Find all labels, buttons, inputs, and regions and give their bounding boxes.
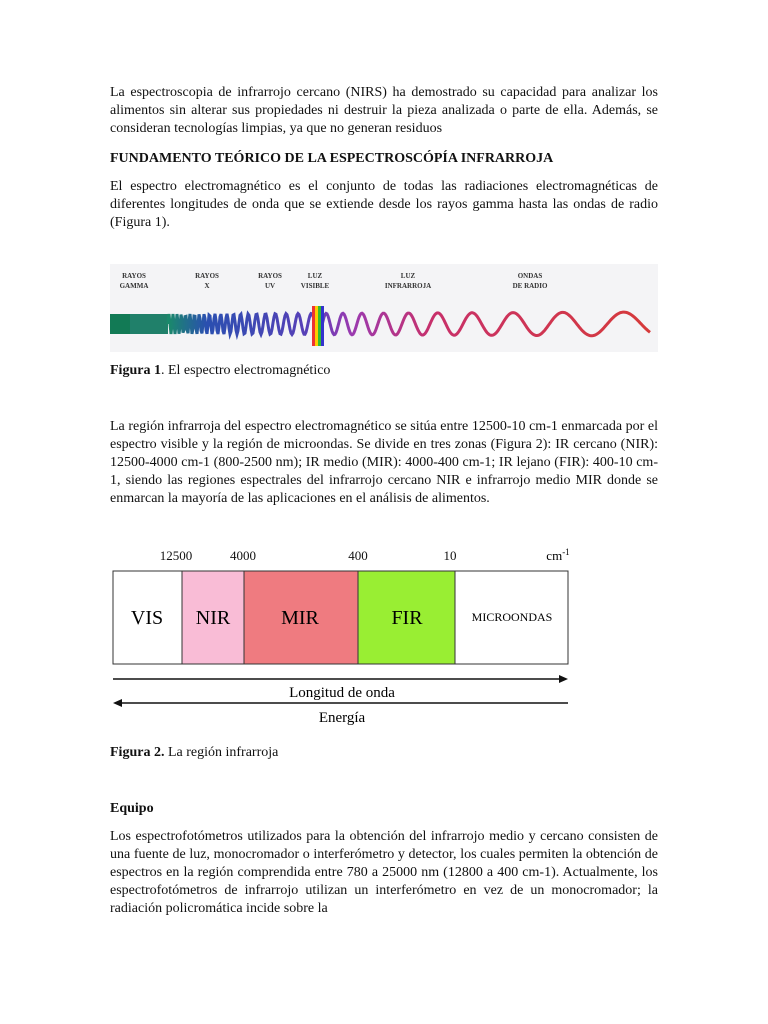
figure-1-caption-text: . El espectro electromagnético — [160, 363, 331, 378]
region-nir-label: NIR — [195, 607, 231, 629]
visible-band-blue — [321, 306, 324, 346]
equipment-paragraph: Los espectrofotómetros utilizados para la obtención del infrarrojo medio y cercano consisten de una fuente de luz, monocromador o interferómetro y detector, los cuales permiten la obtención de espectros en la región comprendida entre 780 a 25000 nm (12800 a 400 cm-1). Actualmente, los espectrofotómetros de infrarrojo utilizan un interferómetro en vez de un monocromador; la radiación policromática incide sobre la — [110, 829, 658, 916]
gamma-band-edge — [110, 314, 130, 334]
unit-base: cm — [546, 548, 563, 563]
label-infrared-line1: LUZ — [400, 272, 416, 280]
region-microondas-label: MICROONDAS — [471, 610, 553, 624]
wavelength-arrow-label: Longitud de onda — [289, 685, 395, 701]
figure-1-spectrum — [110, 264, 658, 352]
label-visible-line1: LUZ — [307, 272, 323, 280]
visible-band-yellow — [315, 306, 318, 346]
label-uv-line1: RAYOS — [258, 272, 282, 280]
intro-paragraph: La espectroscopia de infrarrojo cercano (NIRS) ha demostrado su capacidad para analizar los alimentos sin alterar sus propiedades ni destruir la pieza analizada o parte de ella. Además, se consideran tecnologías limpias, ya que no generan residuos — [110, 85, 658, 136]
section-heading-equipment: Equipo — [110, 801, 154, 816]
tick-4000: 4000 — [230, 548, 256, 563]
unit-superscript: -1 — [562, 547, 570, 557]
figure-1-caption-label: Figura 1 — [110, 363, 161, 378]
label-x-line1: RAYOS — [195, 272, 219, 280]
region-mir-label: MIR — [281, 607, 319, 629]
visible-band-red — [312, 306, 315, 346]
energy-arrow-label: Energía — [318, 710, 366, 726]
tick-400: 400 — [348, 548, 368, 563]
figure-2-infrared-region — [110, 546, 580, 736]
wavelength-arrow-head — [559, 675, 568, 683]
figure-1-caption — [110, 362, 330, 380]
energy-arrow-head — [113, 699, 122, 707]
unit-label — [546, 547, 569, 563]
label-radio-line2: DE RADIO — [512, 282, 548, 290]
tick-10: 10 — [443, 548, 457, 563]
section-heading-theory: FUNDAMENTO TEÓRICO DE LA ESPECTROSCÓPÍA INFRARROJA — [110, 151, 554, 166]
label-radio-line1: ONDAS — [517, 272, 543, 280]
figure-1-background — [110, 264, 658, 352]
region-vis-label: VIS — [130, 607, 164, 629]
label-gamma-line2: GAMMA — [119, 282, 149, 290]
label-visible-line2: VISIBLE — [300, 282, 330, 290]
region-fir-label: FIR — [391, 607, 423, 629]
label-x-line2: X — [204, 282, 210, 290]
spectrum-paragraph: El espectro electromagnético es el conjunto de todas las radiaciones electromagnéticas de diferentes longitudes de onda que se extiende desde los rayos gamma hasta las ondas de radio (Figura 1). — [110, 179, 658, 230]
figure-2-caption-label: Figura 2. — [110, 745, 165, 760]
figure-2-caption-text: La región infrarroja — [164, 745, 279, 760]
infrared-region-paragraph: La región infrarroja del espectro electromagnético se sitúa entre 12500-10 cm-1 enmarcada por el espectro visible y la región de microondas. Se divide en tres zonas (Figura 2): IR cercano (NIR): 12500-4000 cm-1 (800-2500 nm); IR medio (MIR): 4000-400 cm-1; IR lejano (FIR): 400-10 cm-1, siendo las regiones espectrales del infrarrojo cercano NIR e infrarrojo medio MIR donde se enmarcan la mayoría de las aplicaciones en el análisis de alimentos. — [110, 419, 658, 506]
label-infrared-line2: INFRARROJA — [384, 282, 432, 290]
tick-12500: 12500 — [159, 548, 193, 563]
figure-2-caption — [110, 744, 278, 762]
visible-band-green — [318, 306, 321, 346]
label-uv-line2: UV — [264, 282, 276, 290]
label-gamma-line1: RAYOS — [122, 272, 146, 280]
